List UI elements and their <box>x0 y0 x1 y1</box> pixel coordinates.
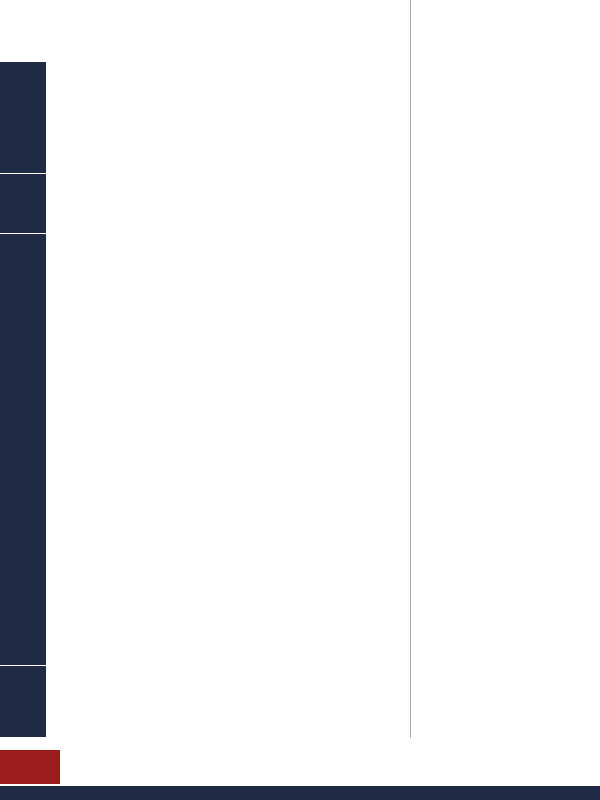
disclaimer-label <box>0 750 60 784</box>
review-label <box>0 234 46 666</box>
advice-text <box>46 680 406 736</box>
chart-panel <box>410 0 600 738</box>
basis-label <box>0 174 46 234</box>
review-text <box>46 286 406 666</box>
brand-footer <box>0 786 600 800</box>
disclaimer <box>0 750 600 784</box>
spot-market-label <box>0 62 46 174</box>
advice-label <box>0 666 46 738</box>
